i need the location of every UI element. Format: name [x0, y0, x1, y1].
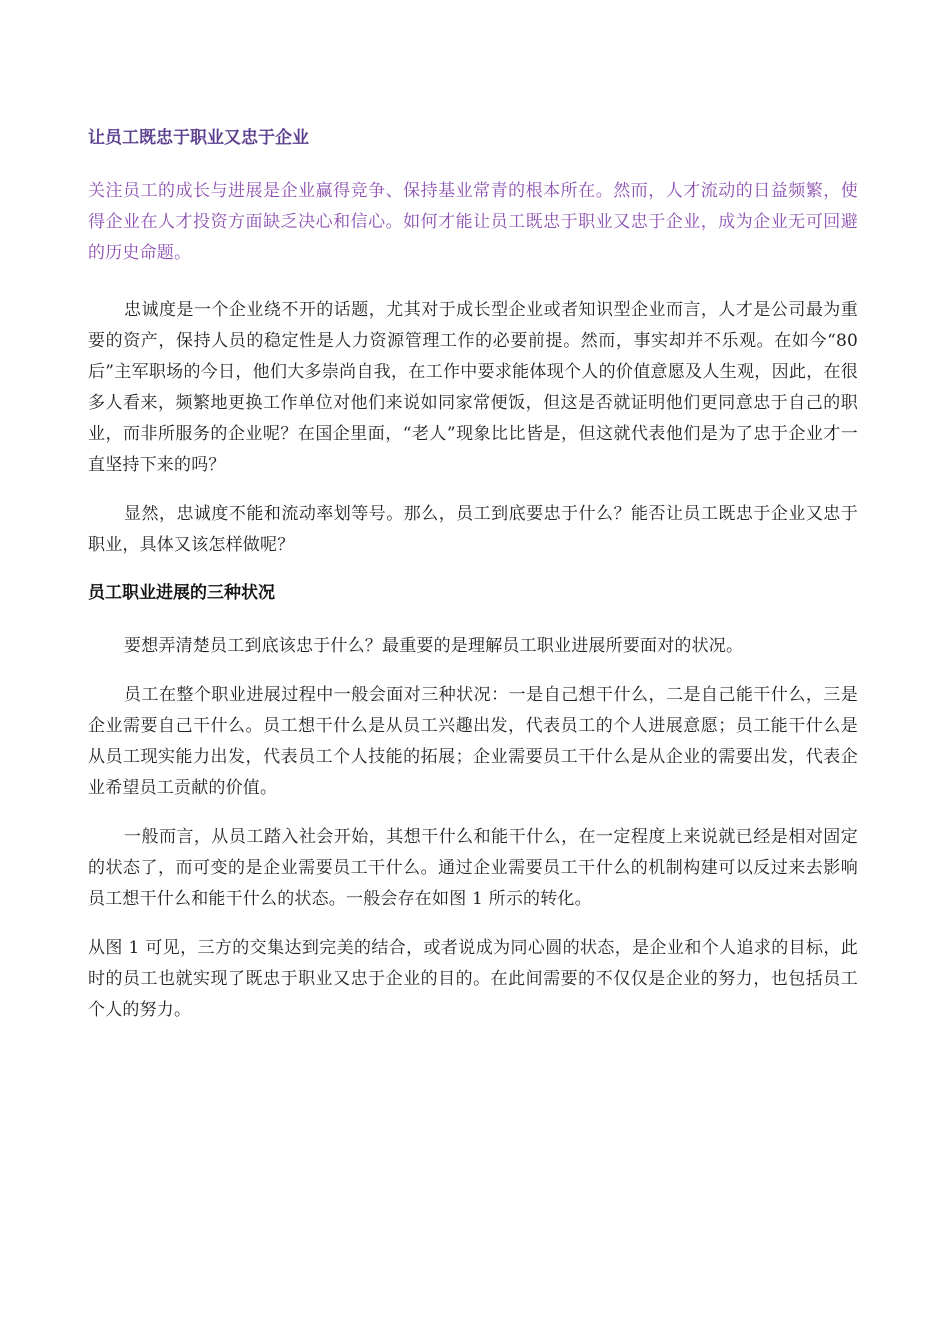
article-body: [88, 124, 858, 1044]
section-paragraph-3: 一般而言，从员工踏入社会开始，其想干什么和能干什么，在一定程度上来说就已经是相对固定的状态了，而可变的是企业需要员工干什么。通过企业需要员工干什么的机制构建可以反过来去影响员工想干什么和能干什么的状态。一般会存在如图 1 所示的转化。: [88, 827, 858, 909]
closing-paragraph: 从图 1 可见，三方的交集达到完美的结合，或者说成为同心圆的状态，是企业和个人追求的目标，此时的员工也就实现了既忠于职业又忠于企业的目的。在此间需要的不仅仅是企业的努力，也包括员工个人的努力。: [88, 938, 858, 1020]
section-paragraph-1: 要想弄清楚员工到底该忠于什么？最重要的是理解员工职业进展所要面对的状况。: [124, 636, 744, 656]
body-paragraph-1: 忠诚度是一个企业绕不开的话题，尤其对于成长型企业或者知识型企业而言，人才是公司最为重要的资产，保持人员的稳定性是人力资源管理工作的必要前提。然而，事实却并不乐观。在如今“80后”主军职场的今日，他们大多崇尚自我，在工作中要求能体现个人的价值意愿及人生观，因此，在很多人看来，频繁地更换工作单位对他们来说如同家常便饭，但这是否就证明他们更同意忠于自己的职业，而非所服务的企业呢？在国企里面，“老人”现象比比皆是，但这就代表他们是为了忠于企业才一直坚持下来的吗？: [88, 300, 858, 475]
body-paragraph-2: 显然，忠诚度不能和流动率划等号。那么，员工到底要忠于什么？能否让员工既忠于企业又忠于职业，具体又该怎样做呢？: [88, 504, 858, 555]
section-paragraph-2: 员工在整个职业进展过程中一般会面对三种状况：一是自己想干什么，二是自己能干什么，三是企业需要自己干什么。员工想干什么是从员工兴趣出发，代表员工的个人进展意愿；员工能干什么是从员工现实能力出发，代表员工个人技能的拓展；企业需要员工干什么是从企业的需要出发，代表企业希望员工贡献的价值。: [88, 685, 858, 798]
article-title: 让员工既忠于职业又忠于企业: [88, 128, 309, 148]
intro-paragraph: 关注员工的成长与进展是企业赢得竞争、保持基业常青的根本所在。然而，人才流动的日益频繁，使得企业在人才投资方面缺乏决心和信心。如何才能让员工既忠于职业又忠于企业，成为企业无可回避的历史命题。: [88, 181, 858, 263]
section-title: 员工职业进展的三种状况: [88, 583, 275, 603]
